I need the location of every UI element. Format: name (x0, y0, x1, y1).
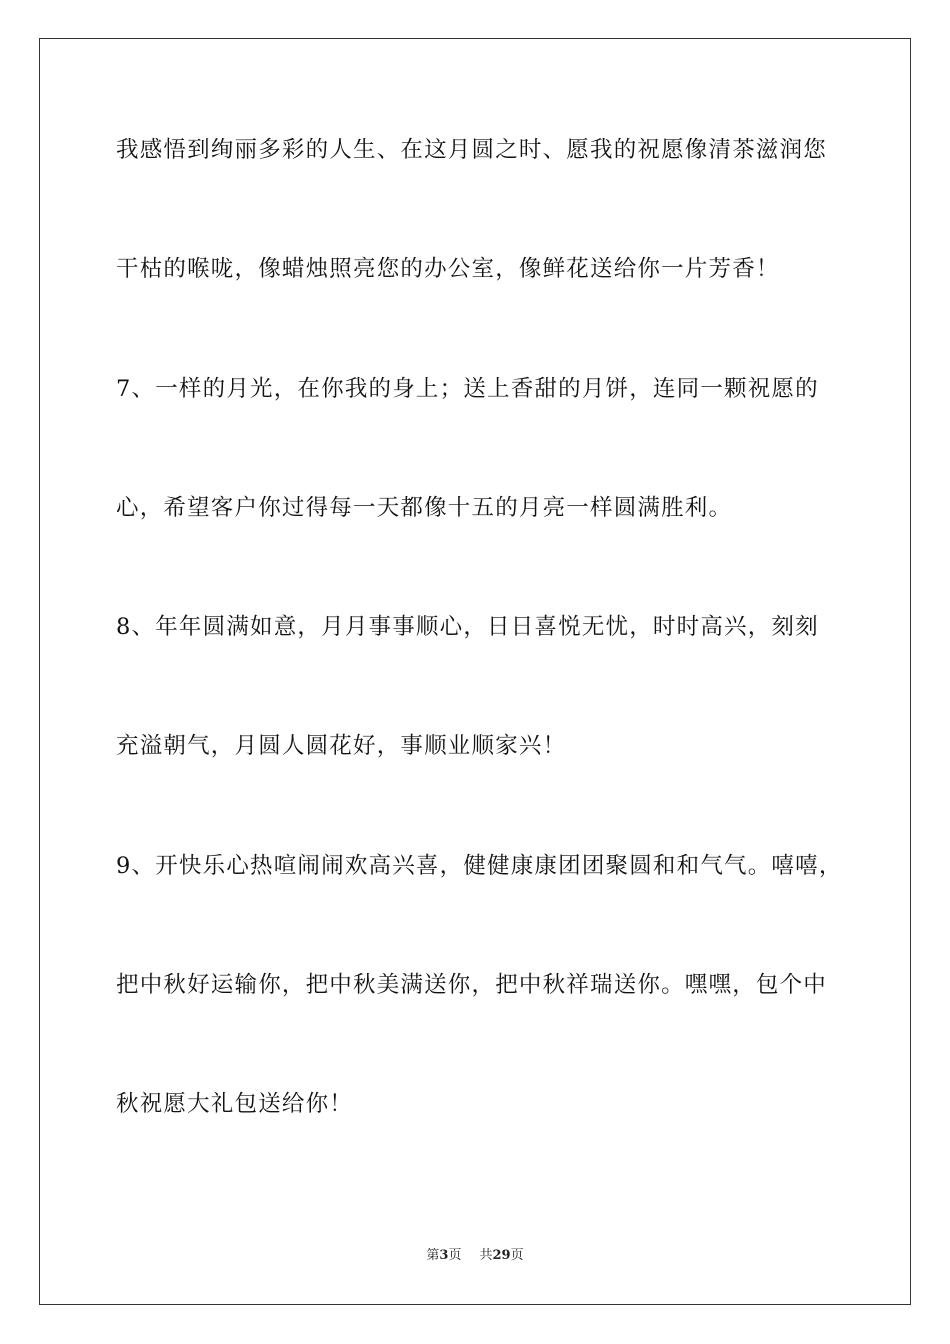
total-prefix: 共 (479, 1248, 493, 1263)
text-line-6: 充溢朝气，月圆人圆花好，事顺业顺家兴！ (116, 733, 567, 759)
page-suffix: 页 (448, 1248, 462, 1263)
page-current: 3 (439, 1248, 449, 1263)
text-line-9: 秋祝愿大礼包送给你！ (116, 1091, 354, 1117)
page-footer (0, 1249, 950, 1262)
total-suffix: 页 (510, 1248, 524, 1263)
text-line-1: 我感悟到绚丽多彩的人生、在这月圆之时、愿我的祝愿像清茶滋润您 (116, 137, 828, 163)
text-line-4: 心，希望客户你过得每一天都像十五的月亮一样圆满胜利。 (116, 495, 733, 521)
page-prefix: 第 (426, 1248, 440, 1263)
text-line-5: 8、年年圆满如意，月月事事顺心，日日喜悦无忧，时时高兴，刻刻 (116, 614, 819, 640)
total-pages: 29 (492, 1248, 511, 1263)
text-line-2: 干枯的喉咙，像蜡烛照亮您的办公室，像鲜花送给你一片芳香！ (116, 256, 780, 282)
text-line-3: 7、一样的月光，在你我的身上；送上香甜的月饼，连同一颗祝愿的 (116, 376, 819, 402)
text-line-8: 把中秋好运输你，把中秋美满送你，把中秋祥瑞送你。嘿嘿，包个中 (116, 972, 828, 998)
text-line-7: 9、开快乐心热喧闹闹欢高兴喜，健健康康团团聚圆和和气气。嘻嘻， (116, 853, 843, 879)
